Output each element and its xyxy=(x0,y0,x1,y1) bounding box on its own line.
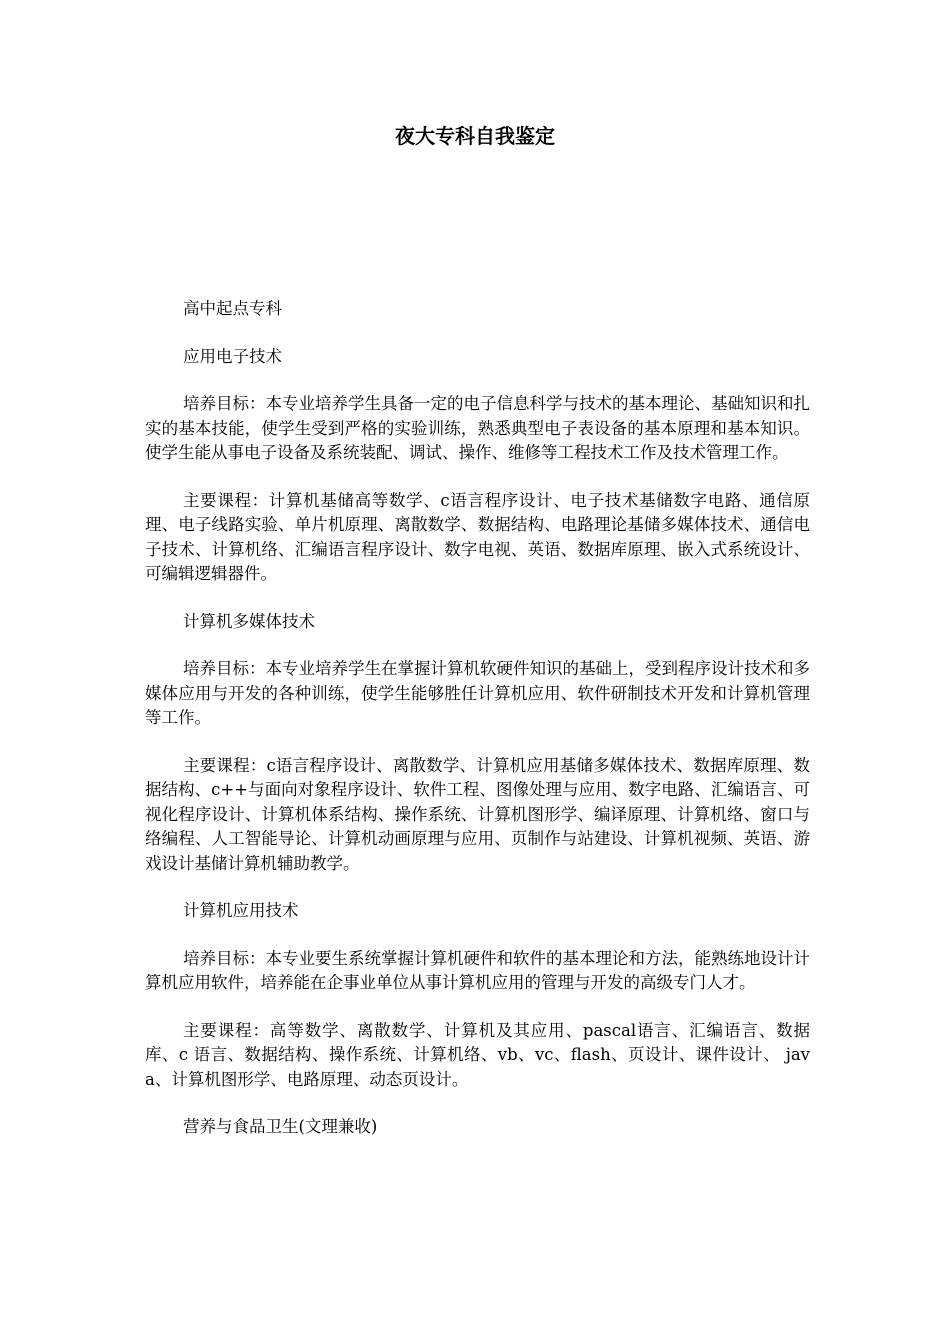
main-courses-computer-application: 主要课程：高等数学、离散数学、计算机及其应用、pascal语言、汇编语言、数据库、c 语言、数据结构、操作系统、计算机络、vb、vc、flash、页设计、课件设计、 java、计算机图形学、电路原理、动态页设计。 xyxy=(145,1020,810,1089)
major-heading-computer-application: 计算机应用技术 xyxy=(183,901,299,920)
section-label-high-school-start: 高中起点专科 xyxy=(183,299,282,318)
main-courses-applied-electronics: 主要课程：计算机基储高等数学、c语言程序设计、电子技术基储数字电路、通信原理、电子线路实验、单片机原理、离散数学、数据结构、电路理论基储多媒体技术、通信电子技术、计算机络、汇编语言程序设计、数字电视、英语、数据库原理、嵌入式系统设计、可编辑逻辑器件。 xyxy=(145,490,810,583)
training-goal-computer-multimedia: 培养目标：本专业培养学生在掌握计算机软硬件知识的基础上，受到程序设计技术和多媒体应用与开发的各种训练，使学生能够胜任计算机应用、软件研制技术开发和计算机管理等工作。 xyxy=(145,659,810,727)
document-body xyxy=(145,297,810,1163)
training-goal-applied-electronics: 培养目标：本专业培养学生具备一定的电子信息科学与技术的基本理论、基础知识和扎实的基本技能，使学生受到严格的实验训练，熟悉典型电子表设备的基本原理和基本知识。使学生能从事电子设备及系统装配、调试、操作、维修等工程技术工作及技术管理工作。 xyxy=(145,394,810,462)
training-goal-computer-application: 培养目标：本专业要生系统掌握计算机硬件和软件的基本理论和方法，能熟练地设计计算机应用软件，培养能在企事业单位从事计算机应用的管理与开发的高级专门人才。 xyxy=(145,948,810,992)
main-courses-computer-multimedia: 主要课程：c语言程序设计、离散数学、计算机应用基储多媒体技术、数据库原理、数据结构、c++与面向对象程序设计、软件工程、图像处理与应用、数字电路、汇编语言、可视化程序设计、计算机体系结构、操作系统、计算机图形学、编译原理、计算机络、窗口与络编程、人工智能导论、计算机动画原理与应用、页制作与站建设、计算机视频、英语、游戏设计基储计算机辅助教学。 xyxy=(145,755,810,873)
document-title: 夜大专科自我鉴定 xyxy=(395,124,555,148)
major-heading-applied-electronics: 应用电子技术 xyxy=(183,346,282,366)
major-heading-nutrition-food-hygiene: 营养与食品卫生(文理兼收) xyxy=(183,1117,378,1136)
major-heading-computer-multimedia: 计算机多媒体技术 xyxy=(183,611,315,631)
